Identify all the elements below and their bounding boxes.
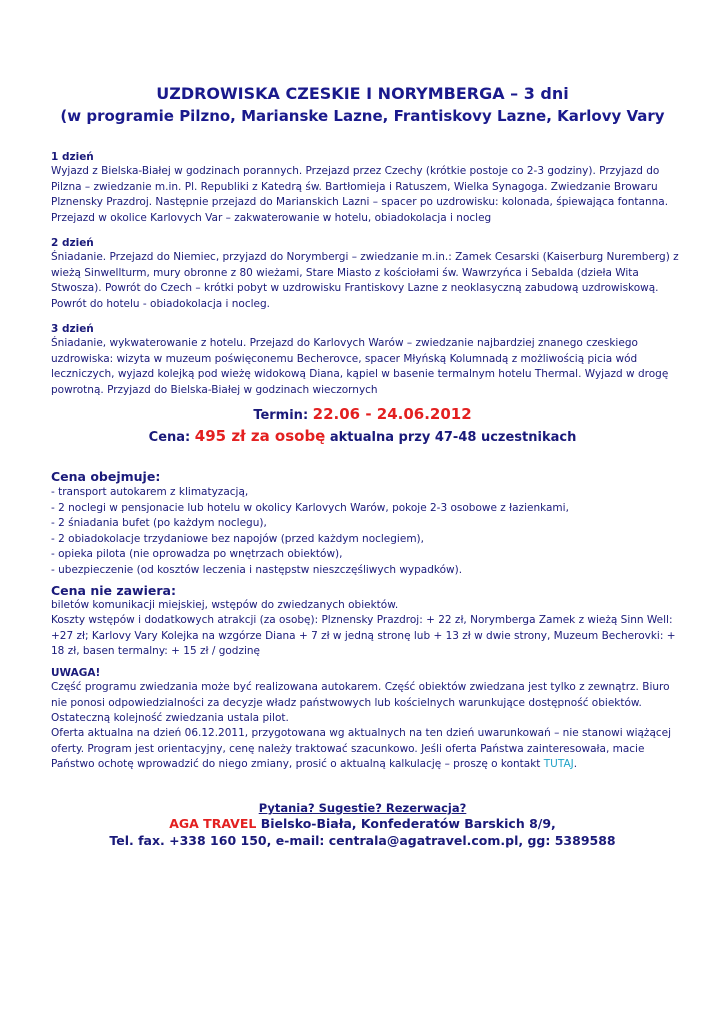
includes-item: - opieka pilota (nie oprowadza po wnętrzach obiektów), (51, 548, 343, 560)
notice-text-2-body: Oferta aktualna na dzień 06.12.2011, przygotowana wg aktualnych na ten dzień uwarunkowań – nie stanowi wiążącej oferty. Program jest orientacyjny, cenę należy traktować szacunkowo. Jeśli oferta Państwa zainteresowała, macie Państwo ochotę wprowadzić do niego zmiany, prosić o aktualną kalkulację – proszę o kontakt (51, 727, 672, 770)
notice-text-1: Część programu zwiedzania może być realizowana autokarem. Część obiektów zwiedzana jest tylko z zewnątrz. Biuro nie ponosi odpowiedzialności za decyzje władz państwowych lub kościelnych warunkujące dostępność obiektów. Ostateczną kolejność zwiedzania ustala pilot. (51, 681, 670, 724)
page-title: UZDROWISKA CZESKIE I NORYMBERGA – 3 dni (156, 84, 569, 103)
footer-question: Pytania? Sugestie? Rezerwacja? (258, 801, 467, 815)
day-3-text: Śniadanie, wykwaterowanie z hotelu. Przejazd do Karlovych Warów – zwiedzanie najbardziej znanego czeskiego uzdrowiska: wizyta w muzeum poświęconemu Becherovce, spacer Młyńską Kolumnadą z możliwością picia wód leczniczych, wyjazd kolejką pod wieżę widokową Diana, kąpiel w basenie termalnym hotelu Thermal. Wyjazd w drogę powrotną. Przyjazd do Bielska-Białej w godzinach wieczornych (51, 337, 669, 396)
company-name: AGA TRAVEL (169, 816, 257, 831)
termin-value: 22.06 - 24.06.2012 (312, 405, 472, 423)
termin-line (0, 405, 725, 423)
excludes-text-2: Koszty wstępów i dodatkowych atrakcji (za osobę): Plznensky Prazdroj: + 22 zł, Norymberga Zamek z wieżą Sinn Well: +27 zł; Karlovy Vary Kolejka na wzgórze Diana + 7 zł w jedną stronę lub + 13 zł w dwie strony, Muzeum Becherovki: + 18 zł, basen termalny: + 15 zł / godzinę (51, 614, 676, 657)
price-label: Cena: (148, 430, 195, 445)
page-subtitle: (w programie Pilzno, Marianske Lazne, Frantiskovy Lazne, Karlovy Vary (60, 107, 665, 125)
day-1-text: Wyjazd z Bielska-Białej w godzinach porannych. Przejazd przez Czechy (krótkie postoje co 2-3 godziny). Przyjazd do Pilzna – zwiedzanie m.in. Pl. Republiki z Katedrą św. Bartłomieja i Ratuszem, Wielka Synagoga. Zwiedzanie Browaru Plznensky Prazdroj. Następnie przejazd do Marianskich Lazni – spacer po uzdrowisku: kolonada, śpiewająca fontanna. Przejazd w okolice Karlovych Var – zakwaterowanie w hotelu, obiadokolacja i nocleg (51, 165, 669, 224)
includes-item: - 2 śniadania bufet (po każdym noclegu), (51, 517, 267, 529)
price-value: 495 zł za osobę (194, 427, 326, 445)
termin-label: Termin: (253, 408, 313, 423)
notice-heading: UWAGA! (51, 667, 101, 679)
includes-item: - 2 noclegi w pensjonacie lub hotelu w okolicy Karlovych Warów, pokoje 2-3 osobowe z łazienkami, (51, 501, 569, 514)
price-line (0, 427, 725, 445)
includes-item: - 2 obiadokolacje trzydaniowe bez napojów (przed każdym noclegiem), (51, 532, 424, 545)
footer-address-line (0, 816, 725, 831)
footer-contact: Tel. fax. +338 160 150, e-mail: centrala@agatravel.com.pl, gg: 5389588 (109, 833, 616, 848)
notice-text-2 (51, 726, 681, 773)
excludes-heading: Cena nie zawiera: (51, 583, 176, 598)
contact-link[interactable]: TUTAJ (543, 758, 574, 770)
price-suffix: aktualna przy 47-48 uczestnikach (325, 430, 577, 445)
includes-item: - ubezpieczenie (od kosztów leczenia i następstw nieszczęśliwych wypadków). (51, 563, 463, 576)
day-2-heading: 2 dzień (51, 237, 94, 249)
notice-text-2-end: . (573, 758, 578, 770)
includes-list (51, 485, 569, 578)
day-1-heading: 1 dzień (51, 151, 94, 163)
excludes-text-1: biletów komunikacji miejskiej, wstępów do zwiedzanych obiektów. (51, 599, 399, 611)
includes-item: - transport autokarem z klimatyzacją, (51, 486, 249, 498)
day-2-text: Śniadanie. Przejazd do Niemiec, przyjazd do Norymbergi – zwiedzanie m.in.: Zamek Cesarski (Kaiserburg Nuremberg) z wieżą Sinwellturm, mury obronne z 80 wieżami, Stare Miasto z kościołami św. Wawrzyńca i Sebalda (dzieła Wita Stwosza). Powrót do Czech – krótki pobyt w uzdrowisku Frantiskovy Lazne z neoklasyczną zabudową uzdrowiskową. Powrót do hotelu - obiadokolacja i nocleg. (51, 251, 679, 310)
company-address: Bielsko-Biała, Konfederatów Barskich 8/9, (256, 816, 556, 831)
day-3-heading: 3 dzień (51, 323, 94, 335)
includes-heading: Cena obejmuje: (51, 469, 161, 484)
